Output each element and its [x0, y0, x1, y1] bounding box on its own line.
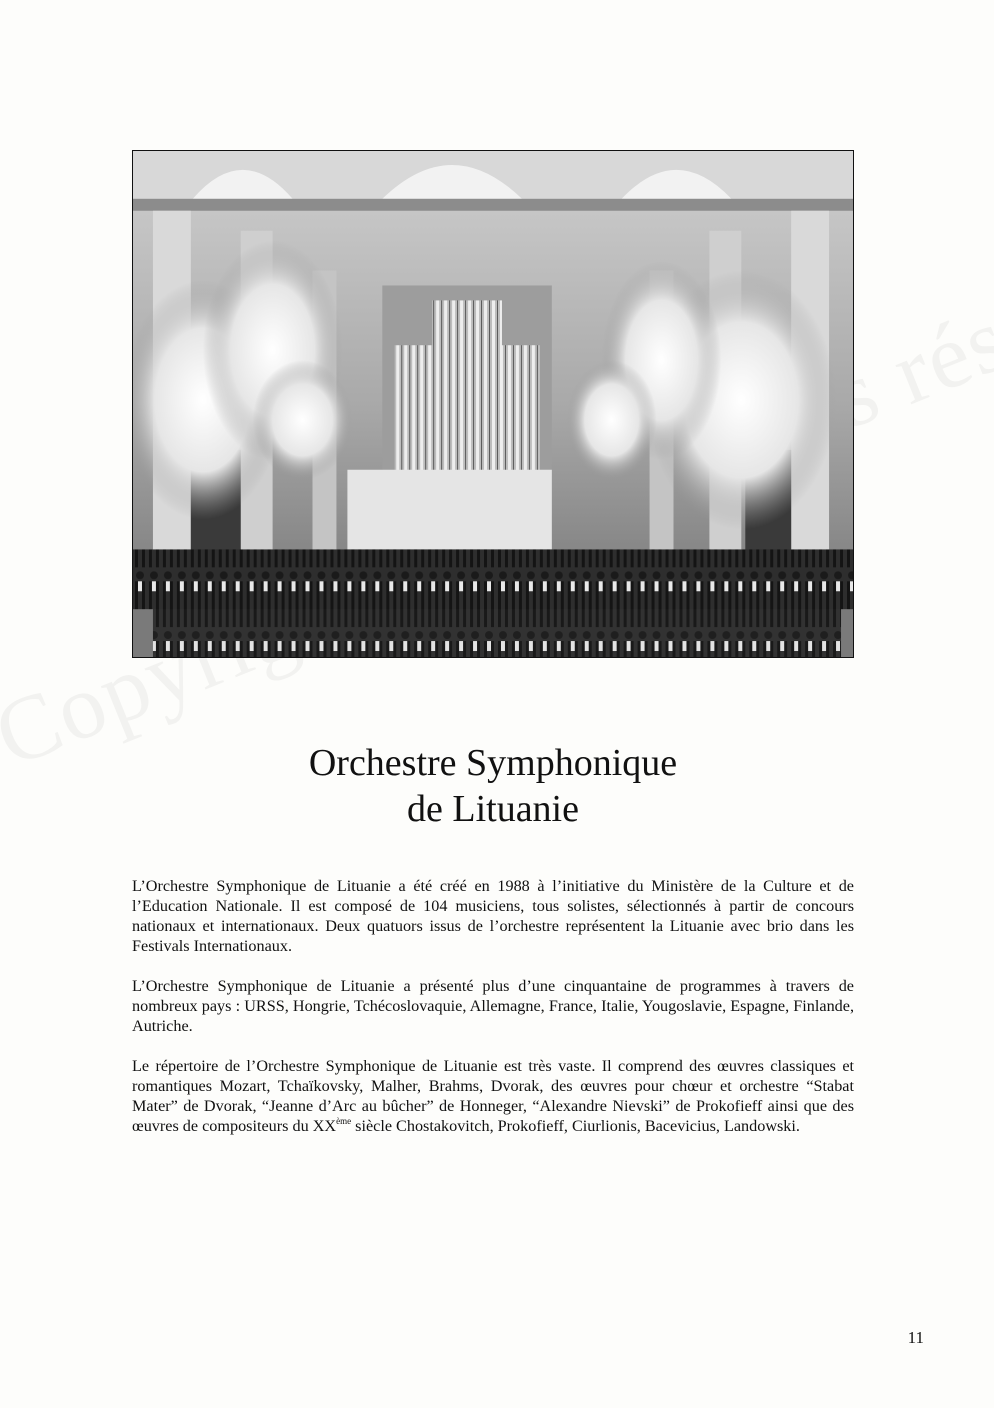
paragraph-tours: L’Orchestre Symphonique de Lituanie a présenté plus d’une cinquantaine de programmes à travers de nombreux pays : URSS, Hongrie, Tchécoslovaquie, Allemagne, France, Italie, Yougoslavie, Espagne, Finlande, Autriche.	[132, 977, 854, 1035]
paragraph-repertoire	[132, 1056, 854, 1136]
body-text	[132, 876, 854, 1156]
century-superscript: ème	[336, 1116, 352, 1126]
page-number: 11	[907, 1328, 924, 1347]
title-line-1: Orchestre Symphonique	[308, 742, 678, 784]
orchestra-hall-photo	[132, 150, 854, 658]
page-title	[132, 740, 854, 832]
title-line-2: de Lituanie	[407, 788, 579, 830]
orchestra-hall-photo-graphic	[133, 151, 853, 657]
repertoire-text-start: Le répertoire de l’Orchestre Symphonique de Lituanie est très vaste. Il comprend des œuvres classiques et romantiques Mozart, Tchaïkovsky, Malher, Brahms, Dvorak, des œuvres pour chœur et orchestre “Stabat Mater” de Dvorak, “Jeanne d’Arc au bûcher” de Honneger, “Alexandre Nievski” de Prokofieff ainsi que des œuvres de compositeurs du XX	[132, 1057, 854, 1135]
repertoire-text-end: siècle Chostakovitch, Prokofieff, Ciurlionis, Bacevicius, Landowski.	[351, 1117, 800, 1135]
paragraph-history: L’Orchestre Symphonique de Lituanie a été créé en 1988 à l’initiative du Ministère de la Culture et de l’Education Nationale. Il est composé de 104 musiciens, tous solistes, sélectionnés à partir de concours nationaux et internationaux. Deux quatuors issus de l’orchestre représentent la Lituanie avec brio dans les Festivals Internationaux.	[132, 877, 854, 955]
